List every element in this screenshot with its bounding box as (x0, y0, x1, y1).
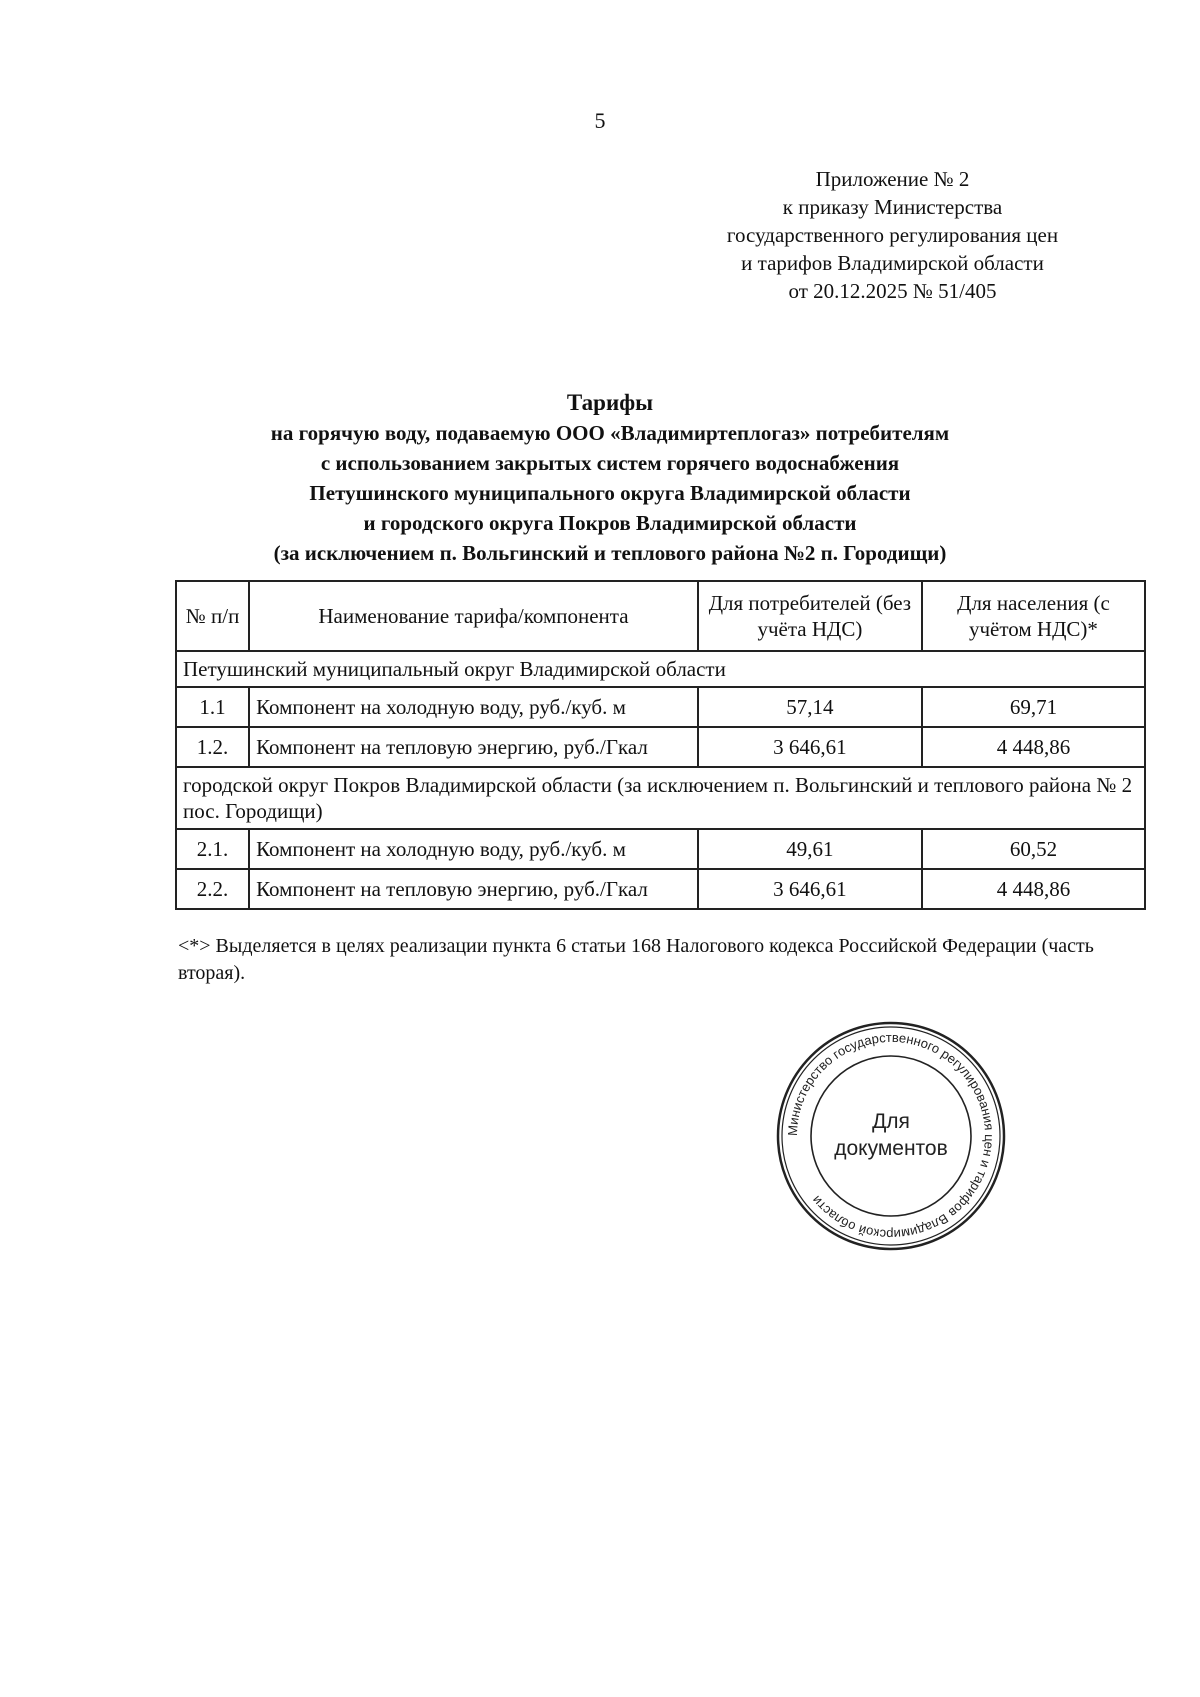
row-num: 2.2. (176, 869, 249, 909)
title-line: Петушинского муниципального округа Владимирской области (309, 481, 911, 505)
row-name: Компонент на тепловую энергию, руб./Гкал (249, 727, 698, 767)
row-name: Компонент на холодную воду, руб./куб. м (249, 829, 698, 869)
document-title (150, 388, 1070, 568)
stamp-center-line1: Для (872, 1110, 910, 1133)
row-num: 2.1. (176, 829, 249, 869)
row-population: 4 448,86 (922, 727, 1145, 767)
title-line: и городского округа Покров Владимирской области (363, 511, 857, 535)
appendix-line: к приказу Министерства (782, 195, 1003, 219)
title-line: на горячую воду, подаваемую ООО «Владимиртеплогаз» потребителям (270, 421, 950, 445)
row-num: 1.2. (176, 727, 249, 767)
title-main: Тарифы (566, 390, 654, 415)
row-num: 1.1 (176, 687, 249, 727)
header-num: № п/п (176, 581, 249, 651)
header-consumers: Для потребителей (без учёта НДС) (698, 581, 922, 651)
table-row (176, 829, 1145, 869)
stamp-outer-ring-inner (782, 1027, 1000, 1245)
table-row (176, 687, 1145, 727)
stamp-center-line2: документов (834, 1137, 948, 1160)
official-stamp (775, 1020, 1007, 1252)
appendix-line: и тарифов Владимирской области (741, 251, 1044, 275)
header-name: Наименование тарифа/компонента (249, 581, 698, 651)
stamp-svg (775, 1020, 1007, 1252)
section-title: городской округ Покров Владимирской области (за исключением п. Вольгинский и теплового района № 2 пос. Городищи) (176, 767, 1145, 829)
appendix-line: государственного регулирования цен (726, 223, 1059, 247)
row-consumers: 3 646,61 (698, 869, 922, 909)
stamp-ring-text: Министерство государственного регулирования цен и тарифов Владимирской области (784, 1029, 998, 1243)
table-row (176, 869, 1145, 909)
appendix-line: от 20.12.2025 № 51/405 (788, 279, 997, 303)
page-number: 5 (594, 108, 606, 133)
row-population: 60,52 (922, 829, 1145, 869)
footnote: <*> Выделяется в целях реализации пункта 6 статьи 168 Налогового кодекса Российской Федерации (часть вторая). (178, 935, 1094, 984)
row-name: Компонент на холодную воду, руб./куб. м (249, 687, 698, 727)
tariffs-table (175, 580, 1146, 910)
row-consumers: 49,61 (698, 829, 922, 869)
section-row (176, 767, 1145, 829)
table-row (176, 727, 1145, 767)
section-row (176, 651, 1145, 687)
row-population: 69,71 (922, 687, 1145, 727)
stamp-inner-ring (811, 1056, 971, 1216)
row-population: 4 448,86 (922, 869, 1145, 909)
row-consumers: 3 646,61 (698, 727, 922, 767)
row-consumers: 57,14 (698, 687, 922, 727)
title-line: с использованием закрытых систем горячего водоснабжения (320, 451, 900, 475)
appendix-block (700, 165, 1085, 305)
row-name: Компонент на тепловую энергию, руб./Гкал (249, 869, 698, 909)
header-population: Для населения (с учётом НДС)* (922, 581, 1145, 651)
title-line: (за исключением п. Вольгинский и теплового района №2 п. Городищи) (273, 541, 947, 565)
stamp-outer-ring (778, 1023, 1004, 1249)
appendix-line: Приложение № 2 (815, 167, 970, 191)
table-header-row (176, 581, 1145, 651)
section-title: Петушинский муниципальный округ Владимирской области (176, 651, 1145, 687)
